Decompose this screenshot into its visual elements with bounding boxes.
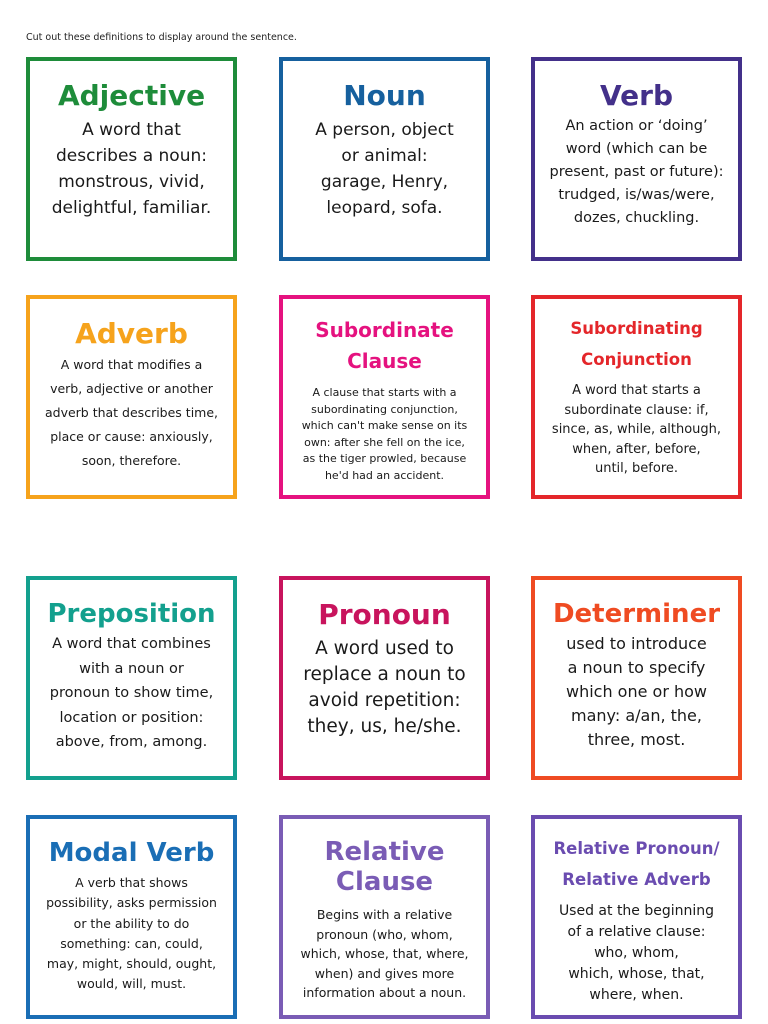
- card-definition: [303, 632, 465, 740]
- text-line: when, after, before,: [572, 441, 701, 457]
- text-line: Subordinating: [570, 319, 703, 338]
- card-title: [570, 313, 702, 375]
- text-line: A word that: [82, 120, 181, 140]
- card-verb: [531, 57, 742, 261]
- card-definition: [566, 630, 707, 752]
- text-line: soon, therefore.: [81, 453, 182, 468]
- text-line: as the tiger prowled, because: [302, 452, 467, 465]
- text-line: A word that modifies a: [60, 357, 203, 372]
- card-definition: [301, 897, 469, 1003]
- text-line: three, most.: [587, 730, 686, 749]
- card-title: Verb: [600, 79, 673, 112]
- text-line: Relative Adverb: [562, 870, 711, 889]
- card-title: Noun: [343, 79, 426, 112]
- card-subordinating-conjunction: [531, 295, 742, 499]
- text-line: A word that starts a: [572, 383, 701, 398]
- card-definition: [45, 351, 218, 473]
- text-line: many: a/an, the,: [571, 706, 702, 725]
- text-line: avoid repetition:: [308, 690, 461, 711]
- text-line: or the ability to do: [73, 915, 190, 931]
- text-line: A person, object: [315, 120, 454, 140]
- text-line: Relative Pronoun/: [553, 839, 720, 858]
- card-relative-clause: [279, 815, 490, 1019]
- card-definition: [552, 375, 721, 479]
- text-line: when) and gives more: [314, 965, 455, 981]
- card-adjective: [26, 57, 237, 261]
- text-line: since, as, while, although,: [551, 422, 722, 437]
- text-line: subordinating conjunction,: [311, 402, 458, 416]
- card-definition: [46, 869, 217, 995]
- card-definition: [52, 113, 212, 221]
- text-line: above, from, among.: [55, 734, 208, 750]
- text-line: verb, adjective or another: [50, 381, 213, 396]
- text-line: subordinate clause: if,: [564, 402, 709, 418]
- text-line: pronoun to show time,: [49, 685, 214, 701]
- text-line: adverb that describes time,: [44, 405, 219, 420]
- text-line: which, whose, that,: [568, 966, 705, 982]
- text-line: leopard, sofa.: [326, 198, 443, 218]
- text-line: present, past or future):: [549, 164, 724, 180]
- text-line: Subordinate: [315, 318, 454, 342]
- text-line: Used at the beginning: [558, 903, 715, 919]
- card-definition: [559, 895, 714, 1006]
- card-pronoun: [279, 576, 490, 780]
- card-title: Preposition: [47, 599, 216, 629]
- text-line: A word used to: [315, 638, 454, 659]
- text-line: they, us, he/she.: [307, 716, 462, 737]
- text-line: Relative: [324, 837, 445, 867]
- text-line: information about a noun.: [302, 985, 467, 1000]
- text-line: replace a noun to: [303, 664, 466, 685]
- text-line: dozes, chuckling.: [573, 210, 700, 226]
- text-line: own: after she fell on the ice,: [304, 435, 465, 449]
- text-line: word (which can be: [565, 141, 708, 157]
- card-title: Adjective: [57, 79, 206, 112]
- text-line: Clause: [347, 349, 422, 373]
- text-line: of a relative clause:: [567, 924, 706, 940]
- card-definition: [550, 113, 724, 230]
- text-line: would, will, must.: [76, 976, 187, 992]
- text-line: pronoun (who, whom,: [316, 926, 453, 942]
- card-title: Adverb: [75, 317, 188, 350]
- card-title: Modal Verb: [48, 838, 215, 868]
- text-line: which can't make sense on its: [301, 419, 468, 432]
- card-definition: [315, 113, 454, 221]
- text-line: location or position:: [59, 709, 204, 726]
- text-line: until, before.: [594, 461, 679, 476]
- card-determiner: [531, 576, 742, 780]
- text-line: monstrous, vivid,: [58, 172, 205, 192]
- card-definition: [302, 377, 468, 484]
- card-adverb: [26, 295, 237, 499]
- text-line: garage, Henry,: [320, 172, 449, 192]
- card-title: [324, 837, 444, 897]
- text-line: which, whose, that, where,: [300, 946, 469, 961]
- text-line: Begins with a relative: [316, 907, 453, 922]
- text-line: An action or ‘doing’: [565, 118, 708, 134]
- text-line: which one or how: [565, 682, 708, 701]
- card-definition: [50, 630, 213, 755]
- text-line: with a noun or: [79, 660, 184, 677]
- card-subordinate-clause: [279, 295, 490, 499]
- card-modal-verb: [26, 815, 237, 1019]
- text-line: possibility, asks permission: [46, 895, 217, 911]
- text-line: may, might, should, ought,: [46, 956, 217, 972]
- text-line: used to introduce: [566, 634, 707, 653]
- text-line: a noun to specify: [567, 658, 706, 677]
- text-line: who, whom,: [594, 945, 679, 961]
- text-line: trudged, is/was/were,: [558, 187, 715, 203]
- text-line: where, when.: [589, 987, 684, 1003]
- text-line: Clause: [335, 867, 434, 897]
- card-preposition: [26, 576, 237, 780]
- text-line: A clause that starts with a: [312, 386, 457, 399]
- text-line: delightful, familiar.: [51, 198, 212, 218]
- text-line: or animal:: [341, 146, 428, 166]
- card-title: [315, 315, 454, 377]
- text-line: he'd had an accident.: [324, 468, 445, 482]
- card-title: [553, 833, 719, 895]
- card-title: Determiner: [552, 599, 721, 629]
- text-line: describes a noun:: [56, 146, 207, 166]
- instructions-text: Cut out these definitions to display around the sentence.: [26, 32, 297, 43]
- card-relative-pronoun-adverb: [531, 815, 742, 1019]
- text-line: A word that combines: [52, 636, 211, 652]
- text-line: something: can, could,: [60, 935, 203, 951]
- text-line: Conjunction: [581, 350, 692, 369]
- text-line: A verb that shows: [75, 875, 188, 890]
- card-title: Pronoun: [318, 598, 451, 631]
- card-noun: [279, 57, 490, 261]
- text-line: place or cause: anxiously,: [50, 429, 213, 444]
